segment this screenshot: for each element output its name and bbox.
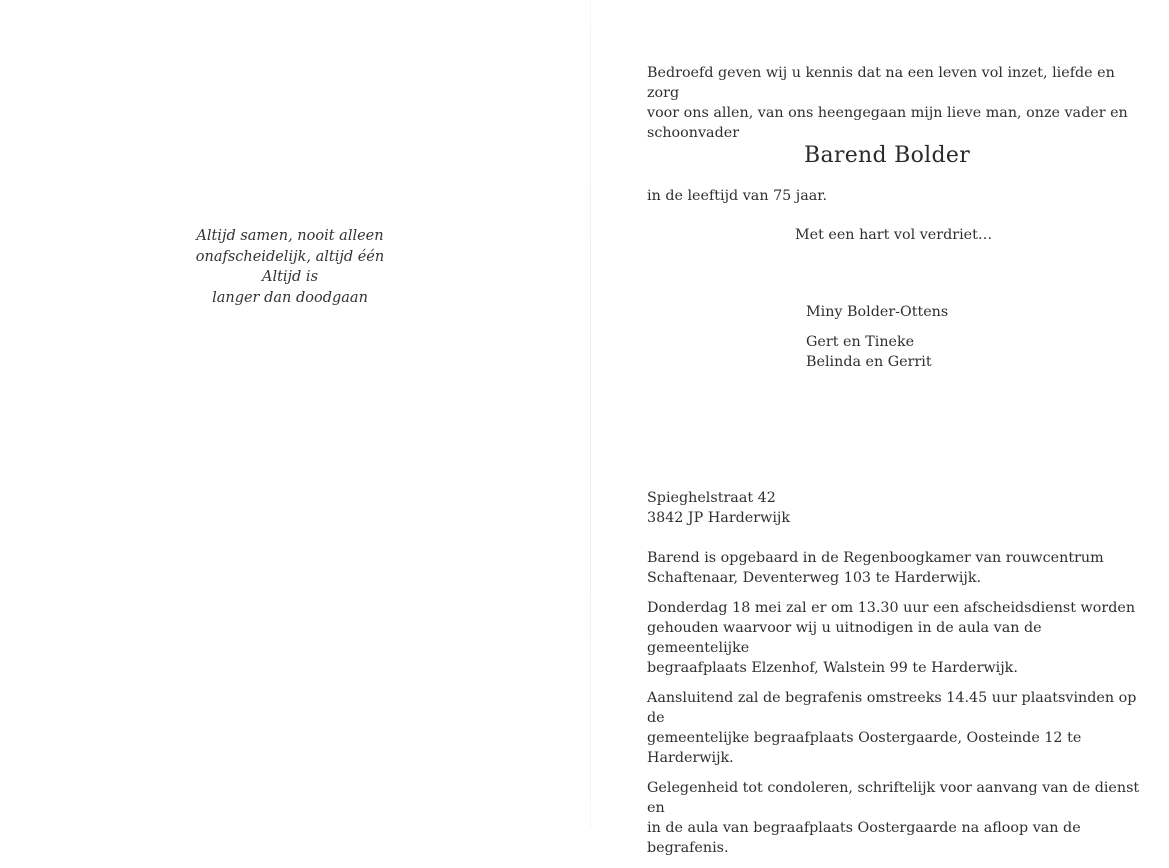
service-paragraph: [647, 598, 1147, 678]
paragraph-line: Gelegenheid tot condoleren, schriftelijk voor aanvang van de dienst en: [647, 780, 1140, 816]
intro-line: voor ons allen, van ons heengegaan mijn lieve man, onze vader en: [647, 105, 1128, 121]
child-couple: Belinda en Gerrit: [806, 354, 932, 370]
paragraph-line: in de aula van begraafplaats Oostergaarde na afloop van de begrafenis.: [647, 820, 1081, 856]
paragraph-line: Schaftenaar, Deventerweg 103 te Harderwijk.: [647, 570, 982, 586]
sorrow-line: Met een hart vol verdriet…: [795, 227, 993, 243]
paragraph-line: Aansluitend zal de begrafenis omstreeks 14.45 uur plaatsvinden op de: [647, 690, 1137, 726]
paragraph-line: Barend is opgebaard in de Regenboogkamer van rouwcentrum: [647, 550, 1104, 566]
deceased-name: Barend Bolder: [804, 143, 971, 168]
left-page: [0, 0, 590, 827]
family-address: [647, 488, 1147, 528]
paragraph-line: gemeentelijke begraafplaats Oostergaarde, Oosteinde 12 te Harderwijk.: [647, 730, 1082, 766]
spacer: [806, 322, 1106, 332]
funeral-details: [647, 548, 1147, 868]
spouse-name: Miny Bolder-Ottens: [806, 304, 949, 320]
paragraph-line: gehouden waarvoor wij u uitnodigen in de aula van de gemeentelijke: [647, 620, 1042, 656]
announcement-intro: [647, 63, 1147, 143]
paragraph-line: begraafplaats Elzenhof, Walstein 99 te Harderwijk.: [647, 660, 1018, 676]
age-line: in de leeftijd van 75 jaar.: [647, 188, 828, 204]
relatives-list: [806, 302, 1106, 372]
viewing-paragraph: [647, 548, 1147, 588]
right-page: [590, 0, 1169, 856]
poem-line: onafscheidelijk, altijd één: [195, 248, 385, 265]
intro-line: schoonvader: [647, 125, 740, 141]
address-city: 3842 JP Harderwijk: [647, 510, 791, 526]
memorial-poem: [140, 226, 440, 308]
intro-line: Bedroefd geven wij u kennis dat na een leven vol inzet, liefde en zorg: [647, 65, 1115, 101]
poem-line: langer dan doodgaan: [212, 289, 368, 306]
child-couple: Gert en Tineke: [806, 334, 915, 350]
burial-paragraph: [647, 688, 1147, 768]
condolence-paragraph: [647, 778, 1147, 858]
poem-line: Altijd samen, nooit alleen: [196, 228, 384, 244]
poem-line: Altijd is: [261, 269, 319, 285]
paragraph-line: Donderdag 18 mei zal er om 13.30 uur een afscheidsdienst worden: [647, 600, 1136, 616]
address-street: Spieghelstraat 42: [647, 490, 776, 506]
